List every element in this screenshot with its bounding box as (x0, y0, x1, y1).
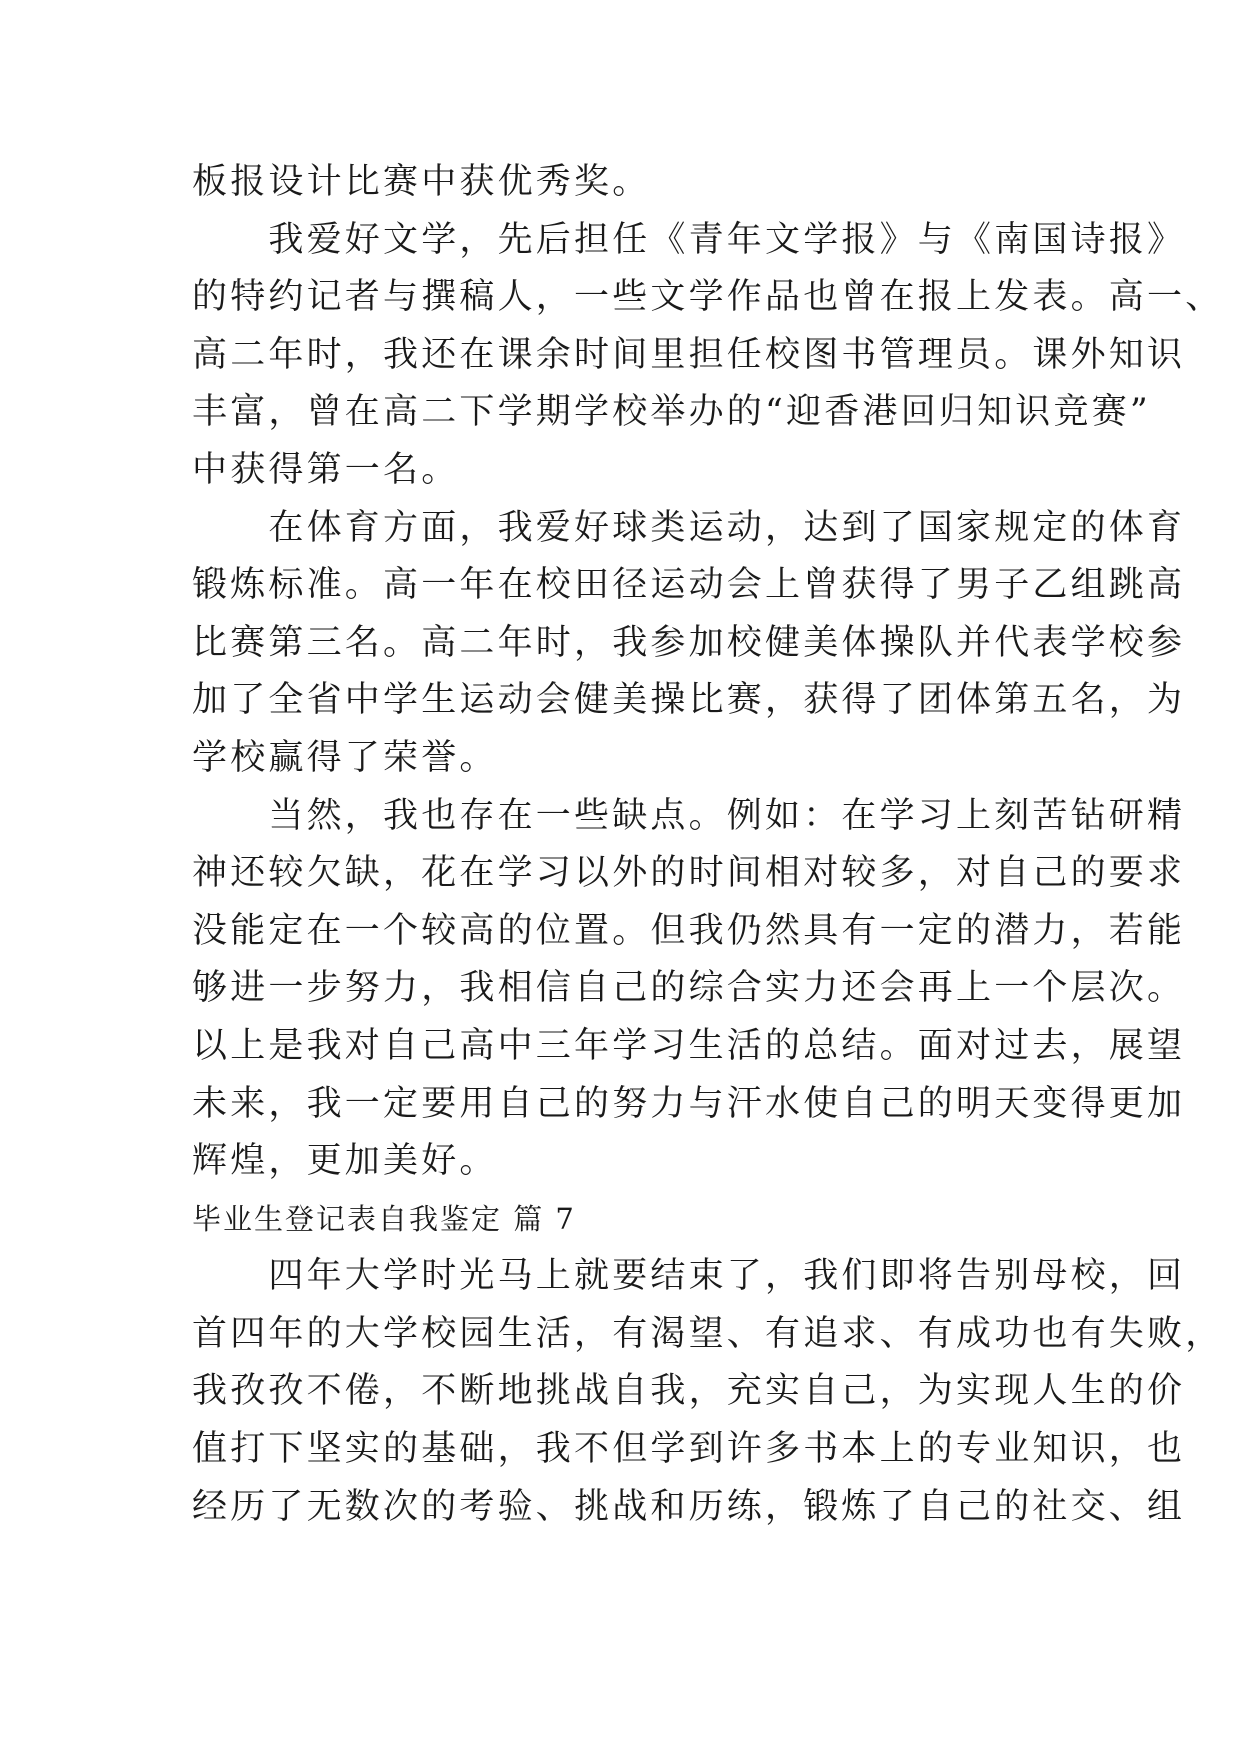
body-line: 锻炼标准。高一年在校田径运动会上曾获得了男子乙组跳高 (192, 565, 1186, 606)
body-line: 比赛第三名。高二年时，我参加校健美体操队并代表学校参 (192, 622, 1186, 663)
body-line: 未来，我一定要用自己的努力与汗水使自己的明天变得更加 (192, 1083, 1186, 1124)
body-line: 丰富，曾在高二下学期学校举办的“迎香港回归知识竞赛” (192, 392, 1151, 433)
body-line: 高二年时，我还在课余时间里担任校图书管理员。课外知识 (192, 334, 1186, 375)
body-line: 板报设计比赛中获优秀奖。 (192, 162, 651, 202)
body-line: 以上是我对自己高中三年学习生活的总结。面对过去，展望 (192, 1025, 1186, 1066)
body-line: 的特约记者与撰稿人，一些文学作品也曾在报上发表。高一、 (192, 277, 1224, 318)
body-line: 加了全省中学生运动会健美操比赛，获得了团体第五名，为 (192, 680, 1186, 721)
body-line: 四年大学时光马上就要结束了，我们即将告别母校，回 (192, 1256, 1186, 1297)
body-line: 在体育方面，我爱好球类运动，达到了国家规定的体育 (192, 507, 1186, 548)
document-body (192, 154, 1224, 1536)
body-line: 中获得第一名。 (192, 449, 460, 490)
body-line: 我孜孜不倦，不断地挑战自我，充实自己，为实现人生的价 (192, 1371, 1186, 1412)
body-line: 值打下坚实的基础，我不但学到许多书本上的专业知识，也 (192, 1429, 1186, 1470)
body-line: 首四年的大学校园生活，有渴望、有追求、有成功也有失败， (192, 1313, 1224, 1354)
body-line: 当然，我也存在一些缺点。例如：在学习上刻苦钻研精 (192, 795, 1186, 836)
body-line: 我爱好文学，先后担任《青年文学报》与《南国诗报》 (192, 219, 1186, 260)
body-line: 学校赢得了荣誉。 (192, 737, 498, 778)
section-heading: 毕业生登记表自我鉴定 篇 7 (192, 1201, 576, 1236)
body-line: 辉煌，更加美好。 (192, 1141, 498, 1182)
body-line: 经历了无数次的考验、挑战和历练，锻炼了自己的社交、组 (192, 1486, 1186, 1527)
body-line: 神还较欠缺，花在学习以外的时间相对较多，对自己的要求 (192, 853, 1186, 894)
body-line: 没能定在一个较高的位置。但我仍然具有一定的潜力，若能 (192, 910, 1186, 951)
body-line: 够进一步努力，我相信自己的综合实力还会再上一个层次。 (192, 968, 1186, 1009)
